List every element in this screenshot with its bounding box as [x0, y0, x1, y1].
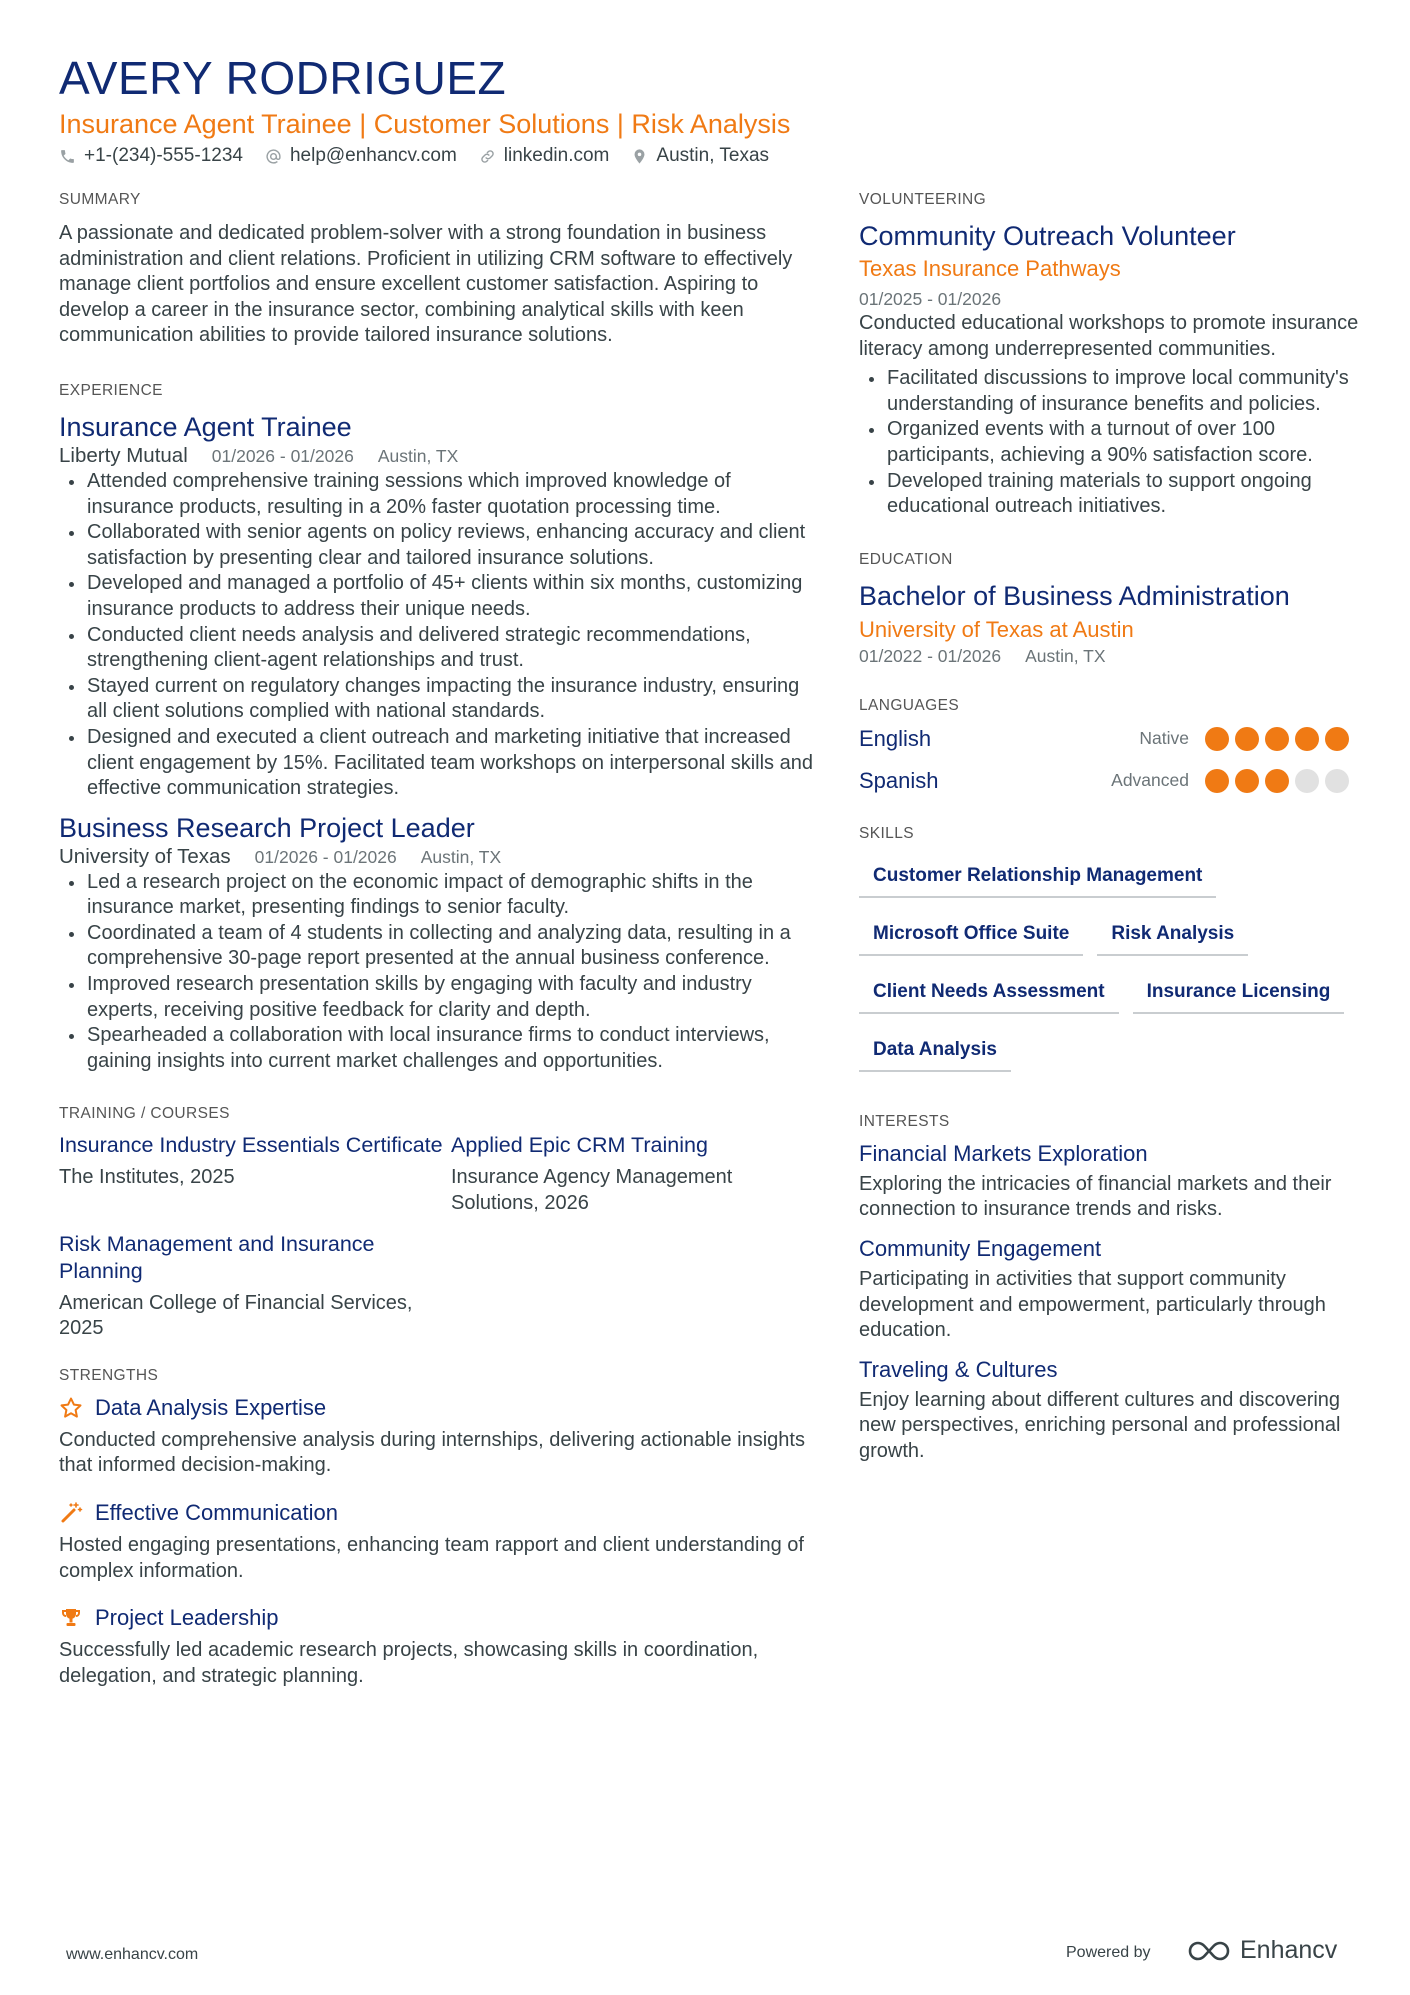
language-row: [859, 718, 1359, 760]
interest-item: [859, 1140, 1359, 1223]
education-location: Austin, TX: [1025, 645, 1106, 666]
enhancv-logo-icon: [1186, 1938, 1232, 1964]
rating-dot-filled: [1325, 727, 1349, 751]
left-column: [59, 190, 814, 1689]
trophy-icon: [59, 1606, 83, 1630]
language-row: [859, 760, 1359, 802]
strength-text: Conducted comprehensive analysis during internships, delivering actionable insights that informed decision-making.: [59, 1428, 805, 1477]
skill-tag: Data Analysis: [859, 1032, 1011, 1072]
bullet: Spearheaded a collaboration with local insurance firms to conduct interviews, gaining insights into current market challenges and opportunities.: [59, 1023, 814, 1074]
training-item: [59, 1231, 451, 1342]
interest-title: Financial Markets Exploration: [859, 1140, 1148, 1166]
strengths-section: [59, 1366, 814, 1690]
footer-url[interactable]: www.enhancv.com: [66, 1946, 199, 1963]
volunteer-bullets: [859, 366, 1359, 520]
job-role: Business Research Project Leader: [59, 812, 475, 843]
skill-tag: Client Needs Assessment: [859, 974, 1119, 1014]
education-title: EDUCATION: [859, 550, 953, 568]
contact-linkedin: [479, 144, 610, 168]
strength-heading: [59, 1394, 814, 1422]
bullet: Designed and executed a client outreach and marketing initiative that increased client engagement by 15%. Facilitated team workshops on interpersonal skills and effective communication strategies.: [59, 725, 814, 802]
rating-dot-empty: [1295, 769, 1319, 793]
job-company-line: [59, 844, 814, 870]
language-name: Spanish: [859, 767, 939, 793]
volunteer-org: Texas Insurance Pathways: [859, 256, 1121, 281]
training-item: [451, 1132, 811, 1216]
bullet: Improved research presentation skills by engaging with faculty and industry experts, receiving positive feedback for clarity and depth.: [59, 972, 814, 1023]
skill-tag: Insurance Licensing: [1133, 974, 1345, 1014]
rating-dot-filled: [1235, 769, 1259, 793]
strength-heading: [59, 1499, 814, 1527]
email-link[interactable]: help@enhancv.com: [289, 145, 457, 166]
language-level: Native: [1139, 728, 1189, 749]
training-section: [59, 1104, 814, 1341]
interests-title: INTERESTS: [859, 1112, 950, 1130]
linkedin-link[interactable]: linkedin.com: [503, 145, 610, 166]
job-location: Austin, TX: [377, 445, 459, 466]
language-level: Advanced: [1111, 770, 1189, 791]
training-item-provider: American College of Financial Services, 2025: [59, 1291, 413, 1340]
training-title: TRAINING / COURSES: [59, 1105, 230, 1123]
language-name: English: [859, 725, 932, 751]
star-icon: [59, 1396, 83, 1420]
skills-section: [859, 824, 1359, 1072]
rating-dot-filled: [1205, 727, 1229, 751]
training-item-provider: Insurance Agency Management Solutions, 2026: [451, 1166, 733, 1215]
bullet: Organized events with a turnout of over 100 participants, achieving a 90% satisfaction score.: [859, 417, 1359, 468]
magic-wand-icon: [59, 1501, 83, 1525]
volunteering-title: VOLUNTEERING: [859, 191, 987, 208]
language-rating: [1205, 727, 1349, 751]
education-section: [859, 550, 1359, 668]
summary-title: SUMMARY: [59, 191, 141, 208]
strength-item: [59, 1394, 814, 1479]
skills-list: [859, 858, 1359, 1072]
location-pin-icon: [631, 148, 648, 165]
location-text: Austin, Texas: [656, 145, 770, 166]
summary-text: A passionate and dedicated problem-solver with a strong foundation in business administration and client relations. Proficient in utilizing CRM software to effectively manage client portfolios and ensure excellent customer satisfaction. Aspiring to develop a career in the insurance sector, combining analytical skills with keen communication abilities to provide tailored insurance solutions.: [59, 222, 793, 347]
training-grid: [59, 1132, 814, 1341]
interest-title: Traveling & Cultures: [859, 1356, 1058, 1382]
contact-bar: [59, 144, 769, 168]
interests-section: [859, 1112, 1359, 1465]
skills-title: SKILLS: [859, 824, 914, 842]
volunteer-role: Community Outreach Volunteer: [859, 221, 1236, 251]
volunteering-section: [859, 190, 1359, 520]
education-meta: [859, 644, 1359, 668]
training-item: [59, 1132, 451, 1216]
language-rating: [1205, 769, 1349, 793]
interest-title: Community Engagement: [859, 1235, 1102, 1261]
job-entry: [59, 812, 814, 1075]
volunteer-dates: 01/2025 - 01/2026: [859, 289, 1002, 309]
strengths-title: STRENGTHS: [59, 1366, 159, 1384]
rating-dot-filled: [1265, 769, 1289, 793]
strength-heading: [59, 1604, 814, 1632]
bullet: Facilitated discussions to improve local community's understanding of insurance benefits and policies.: [859, 366, 1359, 417]
job-dates: 01/2026 - 01/2026: [254, 846, 397, 867]
education-degree: Bachelor of Business Administration: [859, 580, 1290, 611]
training-item-title: Insurance Industry Essentials Certificate: [59, 1133, 443, 1158]
rating-dot-filled: [1265, 727, 1289, 751]
job-bullets: [59, 469, 814, 802]
phone-text[interactable]: +1-(234)-555-1234: [84, 145, 243, 166]
skill-tag: Customer Relationship Management: [859, 858, 1216, 898]
rating-dot-empty: [1325, 769, 1349, 793]
job-bullets: [59, 870, 814, 1075]
job-dates: 01/2026 - 01/2026: [211, 445, 354, 466]
experience-section: [59, 381, 814, 1074]
contact-location: [631, 144, 769, 168]
strength-item: [59, 1499, 814, 1584]
at-icon: [265, 148, 282, 165]
candidate-name: AVERY RODRIGUEZ: [59, 52, 507, 104]
training-item-title: Applied Epic CRM Training: [451, 1133, 708, 1158]
contact-phone: [59, 144, 243, 168]
brand-logo[interactable]: [1186, 1936, 1337, 1965]
skill-tag: Microsoft Office Suite: [859, 916, 1083, 956]
summary-section: [59, 190, 814, 349]
strength-title: Data Analysis Expertise: [95, 1394, 327, 1420]
job-role: Insurance Agent Trainee: [59, 411, 352, 442]
bullet: Developed and managed a portfolio of 45+ clients within six months, customizing insurance products to address their unique needs.: [59, 571, 814, 622]
training-item-provider: The Institutes, 2025: [59, 1166, 235, 1189]
bullet: Developed training materials to support ongoing educational outreach initiatives.: [859, 469, 1359, 520]
job-company: University of Texas: [59, 844, 231, 868]
bullet: Coordinated a team of 4 students in collecting and analyzing data, resulting in a comprehensive 30-page report presented at the annual business conference.: [59, 921, 814, 972]
training-item-title: Risk Management and Insurance Planning: [59, 1231, 375, 1283]
interest-text: Enjoy learning about different cultures and discovering new perspectives, enriching personal and professional growth.: [859, 1388, 1341, 1462]
rating-dot-filled: [1205, 769, 1229, 793]
contact-email: [265, 144, 457, 168]
bullet: Collaborated with senior agents on policy reviews, enhancing accuracy and client satisfaction by presenting clear and tailored insurance solutions.: [59, 520, 814, 571]
rating-dot-filled: [1295, 727, 1319, 751]
brand-name: Enhancv: [1240, 1936, 1338, 1964]
right-column: [859, 190, 1359, 1465]
job-location: Austin, TX: [420, 846, 502, 867]
bullet: Attended comprehensive training sessions which improved knowledge of insurance products, resulting in a 20% faster quotation processing time.: [59, 469, 814, 520]
languages-title: LANGUAGES: [859, 696, 960, 714]
language-list: [859, 718, 1359, 802]
strength-text: Hosted engaging presentations, enhancing team rapport and client understanding of complex information.: [59, 1534, 804, 1582]
volunteer-description: Conducted educational workshops to promote insurance literacy among underrepresented communities.: [859, 312, 1359, 360]
bullet: Led a research project on the economic impact of demographic shifts in the insurance market, presenting findings to senior faculty.: [59, 870, 814, 921]
languages-section: [859, 696, 1359, 802]
phone-icon: [59, 148, 76, 165]
rating-dot-filled: [1235, 727, 1259, 751]
strength-text: Successfully led academic research projects, showcasing skills in coordination, delegation, and strategic planning.: [59, 1639, 759, 1687]
interest-item: [859, 1235, 1359, 1344]
strength-title: Effective Communication: [95, 1500, 338, 1525]
strength-title: Project Leadership: [95, 1605, 279, 1631]
headline: Insurance Agent Trainee | Customer Solutions | Risk Analysis: [59, 109, 791, 139]
job-company-line: [59, 443, 814, 469]
experience-title: EXPERIENCE: [59, 381, 163, 399]
job-entry: [59, 411, 814, 802]
education-dates: 01/2022 - 01/2026: [859, 645, 1002, 666]
bullet: Conducted client needs analysis and delivered strategic recommendations, strengthening client-agent relationships and trust.: [59, 623, 814, 674]
interest-item: [859, 1356, 1359, 1465]
skill-tag: Risk Analysis: [1097, 916, 1248, 956]
powered-by-label: Powered by: [1066, 1944, 1151, 1961]
strength-item: [59, 1604, 814, 1689]
interest-text: Exploring the intricacies of financial markets and their connection to insurance trends and risks.: [859, 1172, 1332, 1221]
education-school: University of Texas at Austin: [859, 616, 1134, 642]
interest-text: Participating in activities that support community development and empowerment, particularly through education.: [859, 1267, 1326, 1342]
link-icon: [479, 148, 496, 165]
bullet: Stayed current on regulatory changes impacting the insurance industry, ensuring all client solutions complied with national standards.: [59, 674, 814, 725]
job-company: Liberty Mutual: [59, 443, 188, 467]
